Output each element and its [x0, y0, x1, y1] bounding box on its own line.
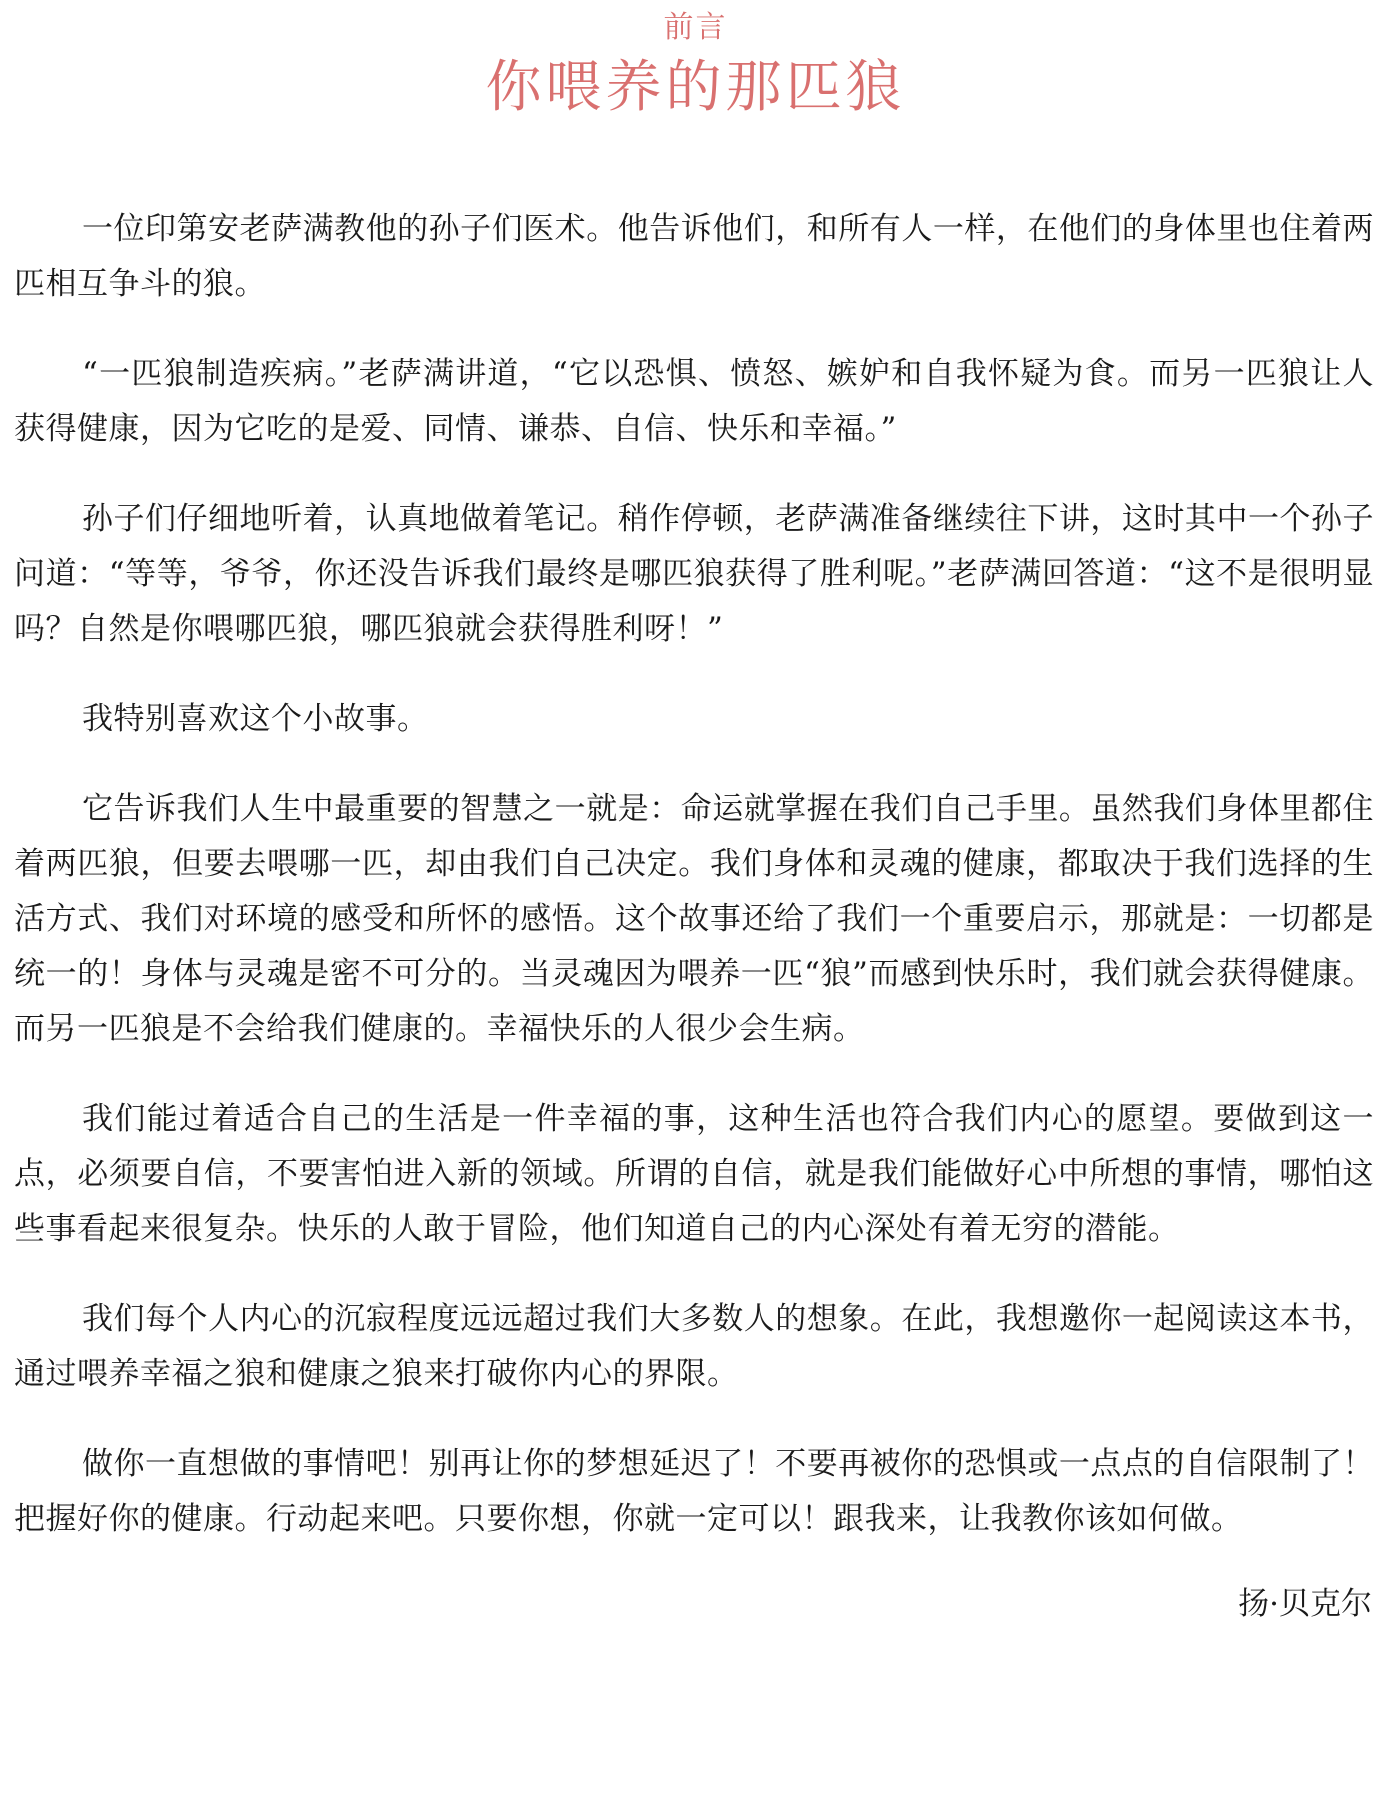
chapter-header	[14, 0, 1377, 122]
paragraph: 我特别喜欢这个小故事。	[82, 701, 429, 737]
paragraph: “一匹狼制造疾病。”老萨满讲道，“它以恐惧、愤怒、嫉妒和自我怀疑为食。而另一匹狼让人获得健康，因为它吃的是爱、同情、谦恭、自信、快乐和幸福。”	[14, 356, 1374, 447]
paragraph: 一位印第安老萨满教他的孙子们医术。他告诉他们，和所有人一样，在他们的身体里也住着两匹相互争斗的狼。	[14, 211, 1374, 302]
paragraph: 它告诉我们人生中最重要的智慧之一就是：命运就掌握在我们自己手里。虽然我们身体里都住着两匹狼，但要去喂哪一匹，却由我们自己决定。我们身体和灵魂的健康，都取决于我们选择的生活方式、我们对环境的感受和所怀的感悟。这个故事还给了我们一个重要启示，那就是：一切都是统一的！身体与灵魂是密不可分的。当灵魂因为喂养一匹“狼”而感到快乐时，我们就会获得健康。而另一匹狼是不会给我们健康的。幸福快乐的人很少会生病。	[14, 791, 1374, 1047]
paragraph: 我们能过着适合自己的生活是一件幸福的事，这种生活也符合我们内心的愿望。要做到这一点，必须要自信，不要害怕进入新的领域。所谓的自信，就是我们能做好心中所想的事情，哪怕这些事看起来很复杂。快乐的人敢于冒险，他们知道自己的内心深处有着无穷的潜能。	[14, 1101, 1374, 1247]
chapter-body	[14, 202, 1374, 1632]
author-signature: 扬·贝克尔	[1238, 1586, 1372, 1622]
paragraph: 做你一直想做的事情吧！别再让你的梦想延迟了！不要再被你的恐惧或一点点的自信限制了！把握好你的健康。行动起来吧。只要你想，你就一定可以！跟我来，让我教你该如何做。	[14, 1446, 1374, 1537]
chapter-title: 你喂养的那匹狼	[485, 55, 906, 120]
chapter-kicker: 前言	[663, 10, 728, 45]
paragraph: 我们每个人内心的沉寂程度远远超过我们大多数人的想象。在此，我想邀你一起阅读这本书，通过喂养幸福之狼和健康之狼来打破你内心的界限。	[14, 1301, 1374, 1392]
paragraph: 孙子们仔细地听着，认真地做着笔记。稍作停顿，老萨满准备继续往下讲，这时其中一个孙子问道：“等等，爷爷，你还没告诉我们最终是哪匹狼获得了胜利呢。”老萨满回答道：“这不是很明显吗？自然是你喂哪匹狼，哪匹狼就会获得胜利呀！”	[14, 501, 1374, 647]
